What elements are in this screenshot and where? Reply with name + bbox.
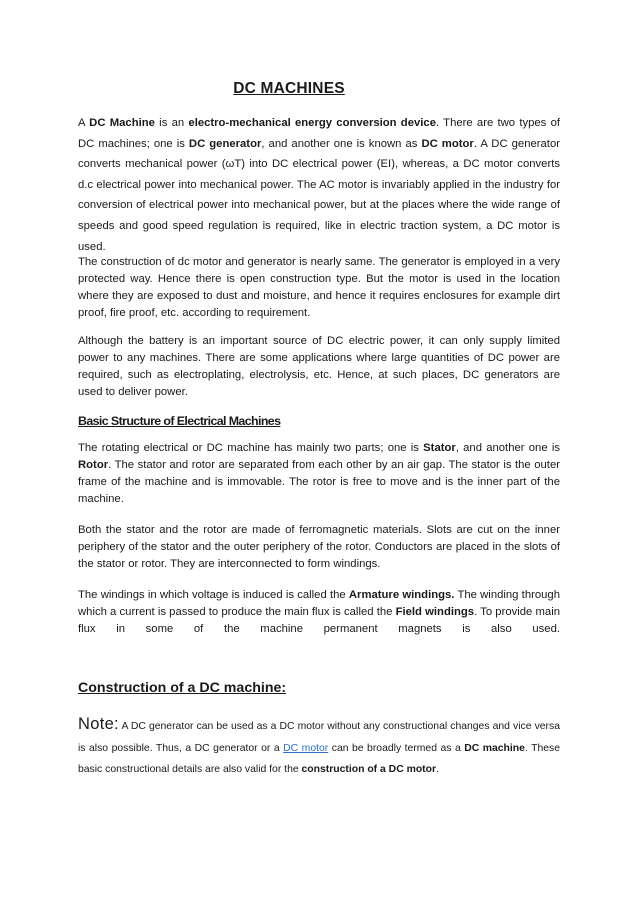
section-heading-basic-structure: Basic Structure of Electrical Machines xyxy=(78,414,281,428)
dc-motor-link[interactable]: DC motor xyxy=(283,742,329,754)
bold-term: Stator xyxy=(423,442,456,454)
text-run: . The stator and rotor are separated from each other by an air gap. The stator is the outer frame of the machine and is immovable. The rotor is free to move and is the inner part of the machine. xyxy=(78,459,560,506)
construction-paragraph: The construction of dc motor and generator is nearly same. The generator is employed in a very protected way. Hence there is open construction type. But the motor is used in the location where they are exposed to dust and moisture, and hence it requires enclosures for example dirt proof, fire proof, etc. according to requirement. xyxy=(78,256,560,320)
bold-term: DC motor xyxy=(421,137,474,150)
note-paragraph xyxy=(78,714,560,781)
text-run: The windings in which voltage is induced is called the xyxy=(78,589,349,601)
note-label: Note: xyxy=(78,715,119,733)
text-run: is an xyxy=(154,117,189,129)
section-heading-construction: Construction of a DC machine: xyxy=(78,680,287,696)
bold-term: Rotor xyxy=(78,459,109,472)
text-run: A xyxy=(78,117,90,129)
text-run: A DC generator can be used as a DC motor without any constructional changes and vice versa is also possible. Thus, a DC generator or a xyxy=(78,721,560,754)
battery-paragraph: Although the battery is an important source of DC electric power, it can only supply limited power to any machines. There are some applications where large quantities of DC power are required, such as electroplating, electrolysis, etc. Hence, at such places, DC generators are used to deliver power. xyxy=(78,335,560,399)
parts-paragraph xyxy=(78,440,560,508)
bold-term: electro-mechanical energy conversion device xyxy=(188,117,436,129)
text-run: , and another one is xyxy=(455,442,560,454)
windings-paragraph xyxy=(78,587,560,638)
text-run: . These basic constructional details are also valid for the xyxy=(78,742,560,776)
bold-term: Field windings xyxy=(395,606,475,619)
text-run: The winding through which a current is passed to produce the main flux is called the xyxy=(78,589,560,619)
text-run: , and another one is known as xyxy=(261,137,422,150)
text-run: The rotating electrical or DC machine has mainly two parts; one is xyxy=(78,442,424,454)
bold-term: construction of a DC motor xyxy=(301,764,437,776)
bold-term: DC Machine xyxy=(89,117,155,129)
bold-term: Armature windings. xyxy=(348,589,455,601)
text-run: . xyxy=(436,764,439,776)
bold-term: DC generator xyxy=(188,137,262,150)
materials-paragraph: Both the stator and the rotor are made of ferromagnetic materials. Slots are cut on the inner periphery of the stator and the outer periphery of the rotor. Conductors are placed in the slots of the stator or rotor. They are interconnected to form windings. xyxy=(78,524,560,571)
text-run: can be broadly termed as a xyxy=(328,742,465,754)
page-title: DC MACHINES xyxy=(233,80,345,97)
text-run: . To provide main flux in some of the machine permanent magnets is also used. xyxy=(78,606,561,636)
intro-paragraph xyxy=(78,113,560,257)
text-run: . A DC generator converts mechanical power (ωT) into DC electrical power (EI), whereas, a DC motor converts d.c electrical power into mechanical power. The AC motor is invariably applied in the industry for conversion of electrical power into mechanical power, but at the places where the wide range of speeds and good speed regulation is required, like in electric traction system, a DC motor is used. xyxy=(78,137,560,253)
text-run: . There are two types of DC machines; one is xyxy=(78,117,560,150)
bold-term: DC machine xyxy=(464,742,525,754)
